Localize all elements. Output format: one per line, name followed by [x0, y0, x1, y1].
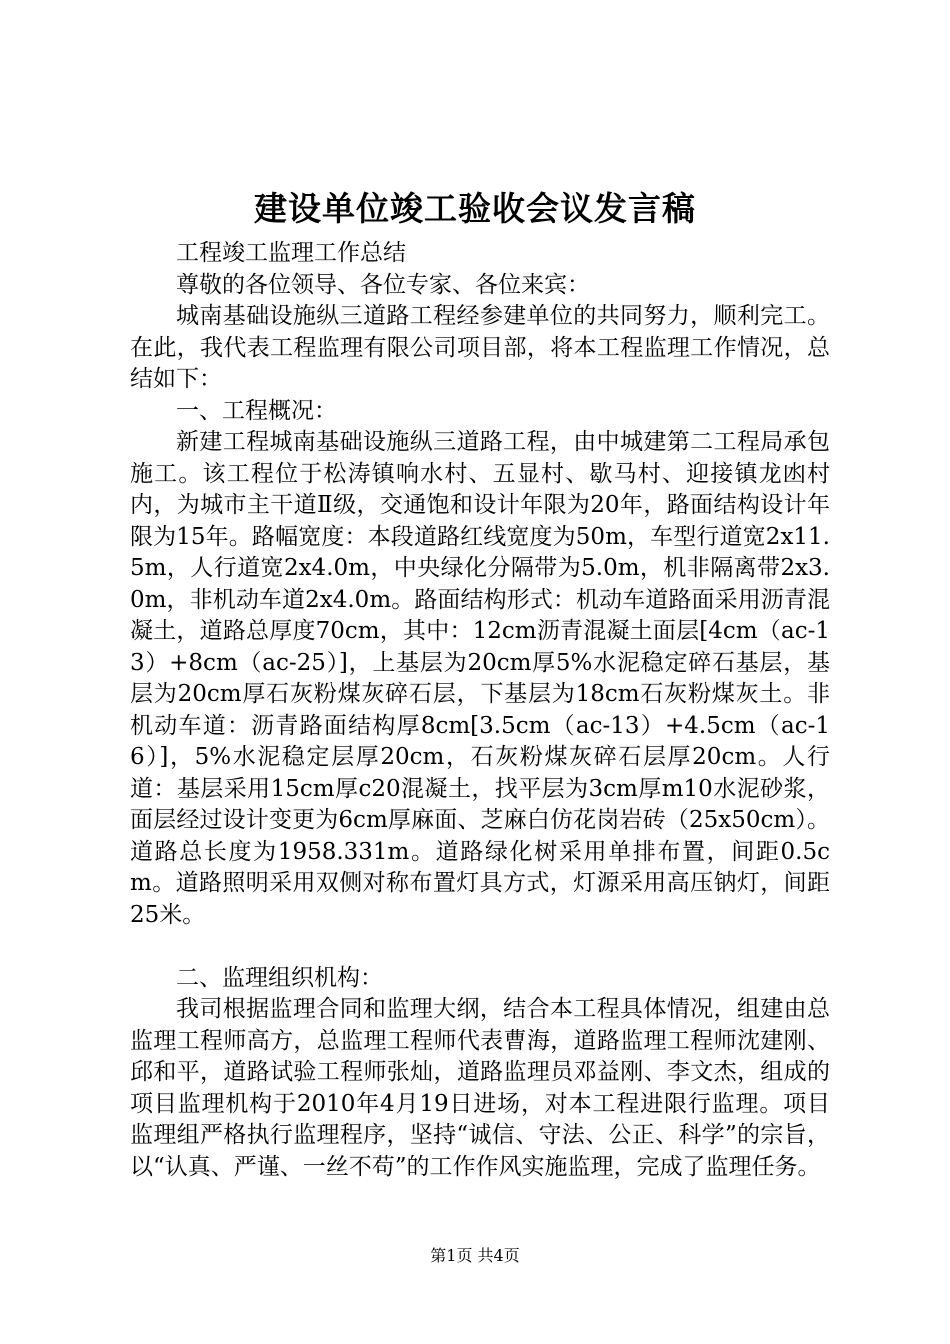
document-title: 建设单位竣工验收会议发言稿 — [254, 189, 696, 228]
document-body — [130, 238, 830, 1183]
paragraph-spacer — [130, 931, 830, 963]
paragraph-subtitle: 工程竣工监理工作总结 — [176, 240, 406, 266]
paragraph-intro: 城南基础设施纵三道路工程经参建单位的共同努力，顺利完工。在此，我代表工程监理有限公司项目部，将本工程监理工作情况，总结如下： — [130, 303, 830, 392]
paragraph-salutation: 尊敬的各位领导、各位专家、各位来宾： — [176, 271, 590, 298]
paragraph-overview: 新建工程城南基础设施纵三道路工程，由中城建第二工程局承包施工。该工程位于松涛镇响水村、五显村、歇马村、迎接镇龙凼村内，为城市主干道Ⅱ级，交通饱和设计年限为20年，路面结构设计年限为15年。路幅宽度：本段道路红线宽度为50m，车型行道宽2x11.5m，人行道宽2x4.0m，中央绿化分隔带为5.0m，机非隔离带2x3.0m，非机动车道2x4.0m。路面结构形式：机动车道路面采用沥青混凝土，道路总厚度70cm，其中：12cm沥青混凝土面层[4cm（ac-13）+8cm（ac-25）]，上基层为20cm厚5%水泥稳定碎石基层，基层为20cm厚石灰粉煤灰碎石层，下基层为18cm石灰粉煤灰土。非机动车道：沥青路面结构厚8cm[3.5cm（ac-13）+4.5cm（ac-16）]，5%水泥稳定层厚20cm，石灰粉煤灰碎石层厚20cm。人行道：基层采用15cm厚c20混凝土，找平层为3cm厚m10水泥砂浆，面层经过设计变更为6cm厚麻面、芝麻白仿花岗岩砖（25x50cm）。道路总长度为1958.331m。道路绿化树采用单排布置，间距0.5cm。道路照明采用双侧对称布置灯具方式，灯源采用高压钠灯，间距25米。 — [130, 429, 830, 928]
section-heading-organization: 二、监理组织机构： — [176, 964, 383, 991]
paragraph-organization: 我司根据监理合同和监理大纲，结合本工程具体情况，组建由总监理工程师高方，总监理工程师代表曹海，道路监理工程师沈建刚、邱和平，道路试验工程师张灿，道路监理员邓益刚、李文杰，组成的项目监理机构于2010年4月19日进场，对本工程进限行监理。项目监理组严格执行监理程序，坚持“诚信、守法、公正、科学”的宗旨，以“认真、严谨、一丝不苟”的工作作风实施监理，完成了监理任务。 — [130, 996, 830, 1180]
page-number-footer: 第1页 共4页 — [430, 1246, 520, 1265]
section-heading-overview: 一、工程概况： — [176, 397, 337, 424]
